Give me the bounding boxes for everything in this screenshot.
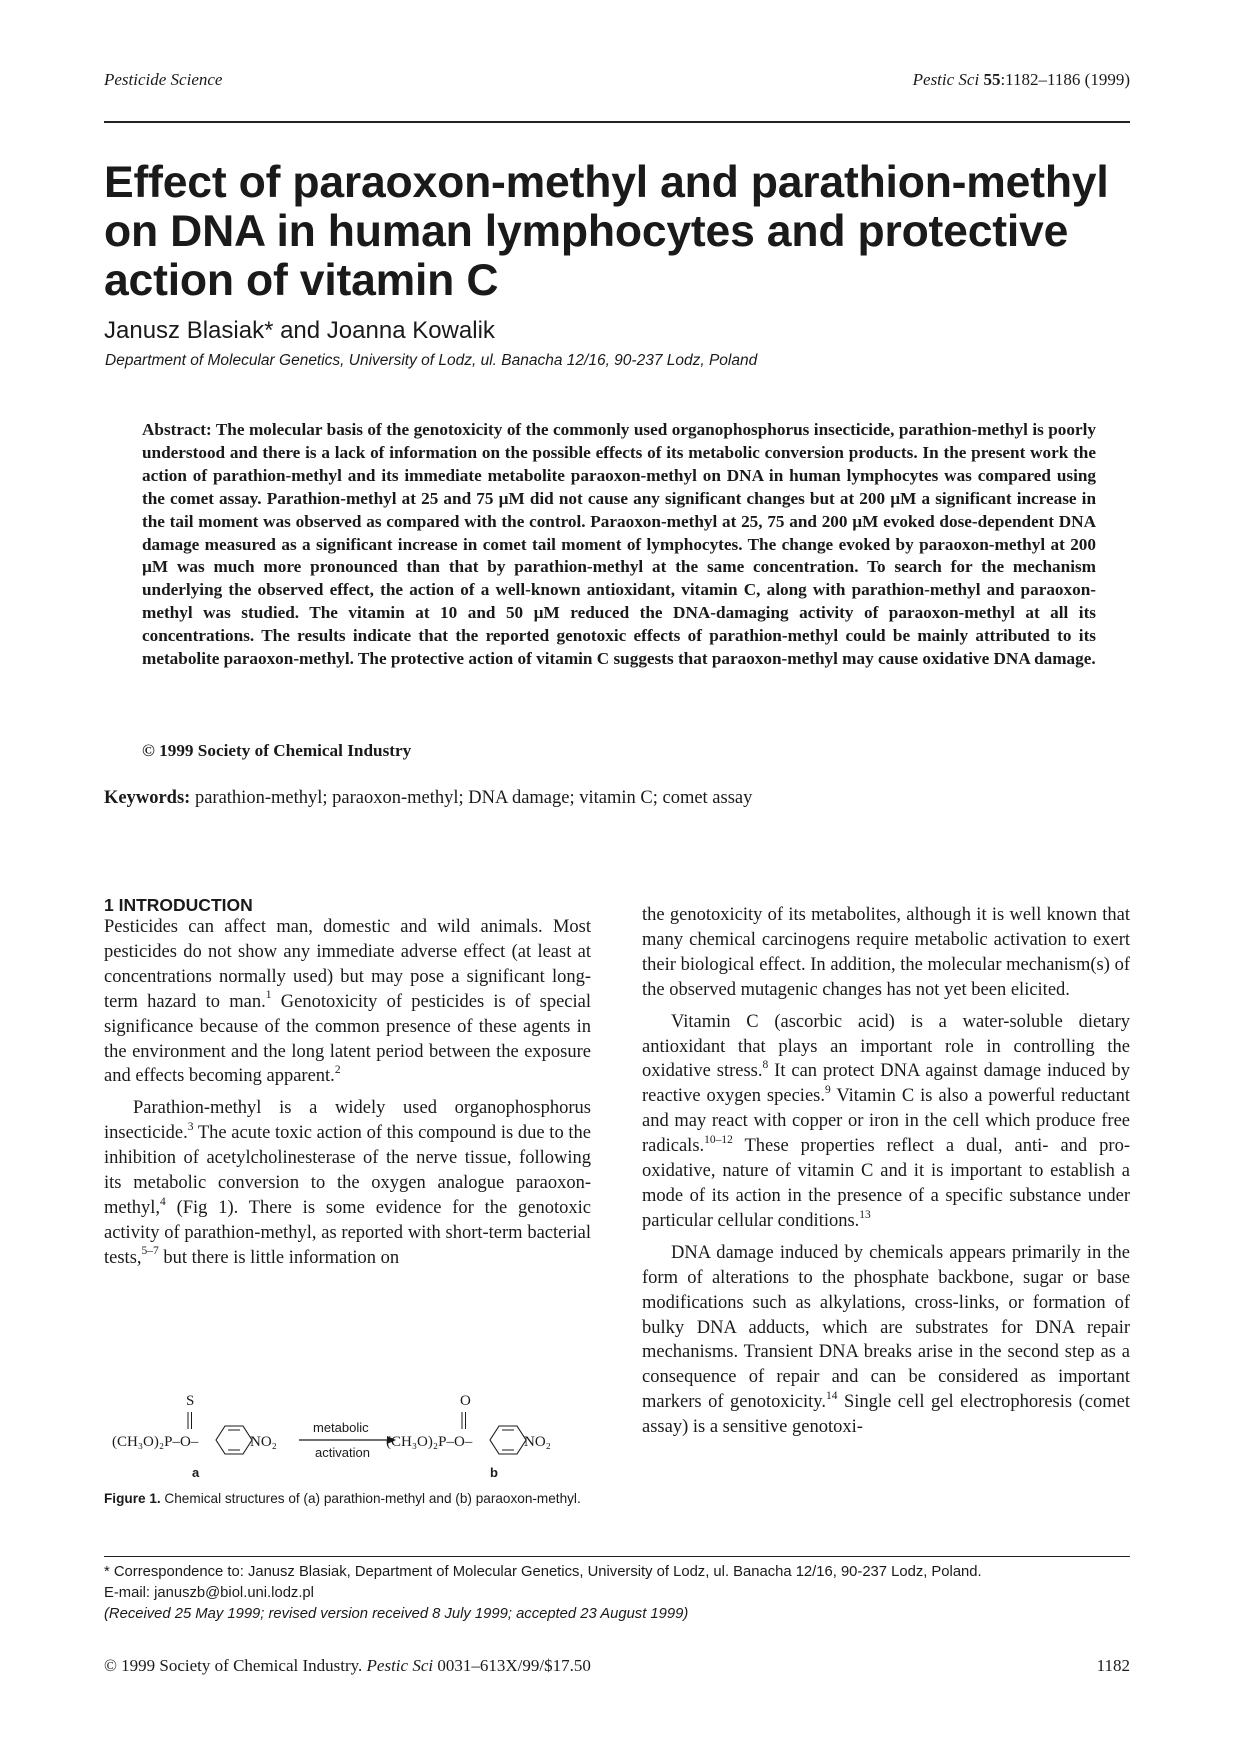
ref-2: 2 bbox=[334, 1064, 341, 1077]
keywords-label: Keywords: bbox=[104, 788, 191, 808]
correspondence-note: * Correspondence to: Janusz Blasiak, Department of Molecular Genetics, University of Lodz, ul. Banacha 12/16, 90-237 Lodz, Poland. bbox=[104, 1564, 982, 1580]
figure-1-caption-text: Chemical structures of (a) parathion-methyl and (b) paraoxon-methyl. bbox=[160, 1491, 581, 1506]
citation-journal: Pestic Sci bbox=[912, 70, 980, 89]
article-title: Effect of paraoxon-methyl and parathion-methyl on DNA in human lymphocytes and protective action of vitamin C bbox=[104, 158, 1109, 305]
dimethyl-phosphate-group-b: (CH₃O)₂P–O– bbox=[386, 1434, 473, 1450]
footnote-rule bbox=[104, 1556, 1130, 1557]
ref-14: 14 bbox=[825, 1389, 838, 1402]
intro-paragraph-3: the genotoxicity of its metabolites, although it is well known that many chemical carcinogens require metabolic activation to exert their biological effect. In addition, the molecular mechanism(s) of the observed mutagenic changes has not yet been elicited. bbox=[642, 905, 1130, 1000]
ref-13: 13 bbox=[859, 1208, 871, 1221]
running-head-journal: Pesticide Science bbox=[104, 70, 223, 89]
authors: Janusz Blasiak* and Joanna Kowalik bbox=[104, 317, 495, 344]
running-head-citation bbox=[913, 70, 1130, 90]
nitro-group-a: NO₂ bbox=[250, 1434, 277, 1450]
footnote bbox=[104, 1562, 1134, 1625]
left-column bbox=[104, 915, 591, 1271]
ref-10-12: 10–12 bbox=[704, 1133, 733, 1146]
oxygen-atom: O bbox=[460, 1395, 471, 1409]
intro-paragraph-1: Pesticides can affect man, domestic and wild animals. Most pesticides do not show any immediate adverse effect (at least at concentrations normally used) but may pose a significant long-term hazard to man.$^1$ Genotoxicity of pesticides is of special significance because of the common presence of these agents in the environment and the long latent period between the exposure and effects becoming apparent.$^2$ bbox=[104, 917, 591, 1087]
footer-copyright: © 1999 Society of Chemical Industry. Pestic Sci 0031–613X/99/$17.50 bbox=[104, 1656, 591, 1675]
section-heading: 1 INTRODUCTION bbox=[104, 895, 253, 915]
page-number: 1182 bbox=[1096, 1656, 1130, 1675]
intro-paragraph-5: DNA damage induced by chemicals appears primarily in the form of alterations to the phosphate backbone, sugar or base modifications such as alkylations, cross-links, or formation of bulky DNA adducts, which are substrates for DNA repair mechanisms. Transient DNA breaks arise in the second step as a consequence of repair and can be considered as important markers of genotoxicity.$^{14}$ Single cell gel electrophoresis (comet assay) is a sensitive genotoxi- bbox=[642, 1242, 1130, 1438]
footer-journal: Pestic Sci bbox=[366, 1656, 434, 1675]
ref-9: 9 bbox=[825, 1084, 831, 1097]
correspondence-email: E-mail: januszb@biol.uni.lodz.pl bbox=[104, 1585, 314, 1601]
structure-label-b: b bbox=[490, 1465, 498, 1480]
ref-4: 4 bbox=[160, 1195, 166, 1208]
figure-1-caption bbox=[104, 1489, 594, 1509]
affiliation: Department of Molecular Genetics, University of Lodz, ul. Banacha 12/16, 90-237 Lodz, Poland bbox=[105, 352, 758, 369]
header-rule bbox=[104, 121, 1130, 123]
citation-volume: 55 bbox=[983, 70, 1001, 89]
keywords-list: parathion-methyl; paraoxon-methyl; DNA damage; vitamin C; comet assay bbox=[194, 788, 753, 808]
received-dates: (Received 25 May 1999; revised version received 8 July 1999; accepted 23 August 1999) bbox=[104, 1606, 689, 1622]
arrow-label-metabolic: metabolic bbox=[313, 1420, 369, 1435]
sulfur-atom: S bbox=[186, 1395, 195, 1409]
ref-3: 3 bbox=[187, 1120, 194, 1133]
right-column bbox=[642, 903, 1130, 1440]
ref-1: 1 bbox=[265, 989, 272, 1002]
figure-1-caption-label: Figure 1. bbox=[104, 1491, 161, 1506]
ref-5-7: 5–7 bbox=[141, 1245, 159, 1258]
arrow-label-activation: activation bbox=[315, 1445, 370, 1460]
citation-pages: :1182–1186 (1999) bbox=[1000, 70, 1130, 89]
figure-1-structures bbox=[104, 1395, 594, 1495]
abstract: Abstract: The molecular basis of the genotoxicity of the commonly used organophosphorus insecticide, parathion-methyl is poorly understood and there is a lack of information on the possible effects of its metabolic conversion products. In the present work the action of parathion-methyl and its immediate metabolite paraoxon-methyl on DNA in human lymphocytes was compared using the comet assay. Parathion-methyl at 25 and 75 µM did not cause any significant changes but at 200 µM a significant increase in the tail moment was observed as compared with the control. Paraoxon-methyl at 25, 75 and 200 µM evoked dose-dependent DNA damage measured as a significant increase in comet tail moment of lymphocytes. The change evoked by paraoxon-methyl at 200 µM was much more pronounced than that by parathion-methyl at the same concentration. To search for the mechanism underlying the observed effect, the action of a well-known antioxidant, vitamin C, along with parathion-methyl and paraoxon-methyl was studied. The vitamin at 10 and 50 µM reduced the DNA-damaging activity of paraoxon-methyl at all its concentrations. The results indicate that the reported genotoxic effects of parathion-methyl could be mainly attributed to its metabolite paraoxon-methyl. The protective action of vitamin C suggests that paraoxon-methyl may cause oxidative DNA damage. bbox=[142, 420, 1096, 669]
dimethyl-phosphate-group-a: (CH₃O)₂P–O– bbox=[112, 1434, 199, 1450]
nitro-group-b: NO₂ bbox=[524, 1434, 551, 1450]
abstract-copyright: © 1999 Society of Chemical Industry bbox=[142, 741, 412, 760]
ref-8: 8 bbox=[762, 1059, 769, 1072]
intro-paragraph-4: Vitamin C (ascorbic acid) is a water-soluble dietary antioxidant that plays an important role in controlling the oxidative stress.$^8$ It can protect DNA against damage induced by reactive oxygen species.$^9$ Vitamin C is also a powerful reductant and may react with copper or iron in the cell which produce free radicals.$^{10-12}$ These properties reflect a dual, anti- and pro-oxidative, nature of vitamin C and it is important to establish a mode of its action in the presence of a specific substance under particular cellular conditions.$^{13}$ bbox=[642, 1011, 1131, 1231]
keywords bbox=[104, 788, 752, 809]
structure-label-a: a bbox=[192, 1465, 200, 1480]
intro-paragraph-2: Parathion-methyl is a widely used organophosphorus insecticide.$^3$ The acute toxic action of this compound is due to the inhibition of acetylcholinesterase of the nerve tissue, following its metabolic conversion to the oxygen analogue paraoxon-methyl,$^4$ (Fig 1). There is some evidence for the genotoxic activity of parathion-methyl, as reported with short-term bacterial tests,$^{5-7}$ but there is little information on bbox=[104, 1098, 591, 1268]
